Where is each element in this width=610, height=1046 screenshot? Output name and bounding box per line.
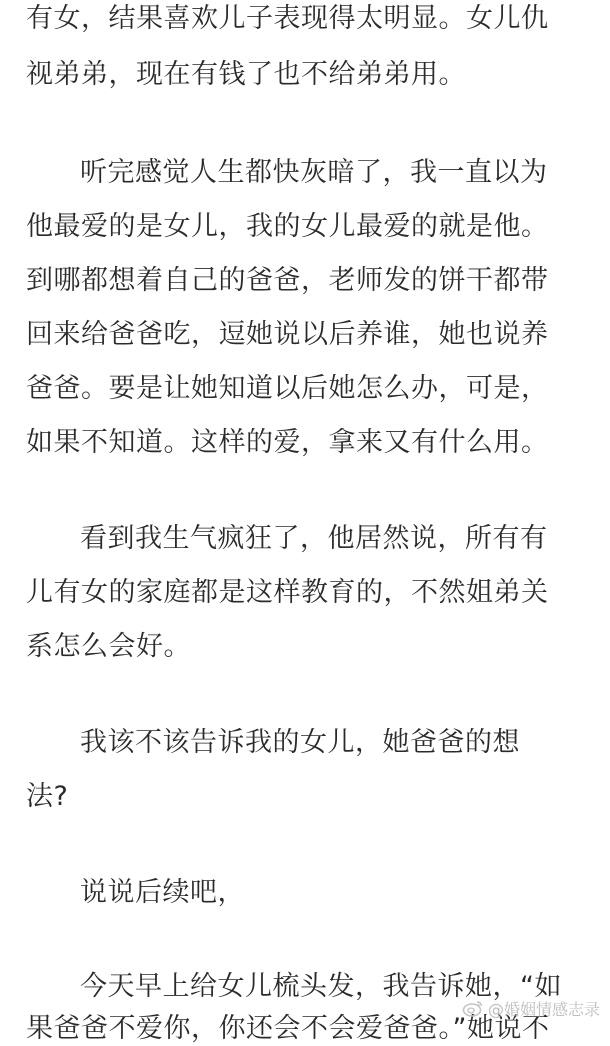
text-line: 如果不知道。这样的爱，拿来又有什么用。: [26, 427, 549, 458]
text-line: 法?: [26, 781, 69, 812]
paragraph-start-line: 今天早上给女儿梳头发，我告诉她，“如: [80, 971, 562, 1002]
text-line: 有女，结果喜欢儿子表现得太明显。女儿仇: [26, 3, 549, 34]
weibo-logo-icon: [462, 999, 484, 1017]
text-line: 爸爸。要是让她知道以后她怎么办，可是，: [26, 373, 549, 404]
text-line: 到哪都想着自己的爸爸，老师发的饼干都带: [26, 265, 549, 296]
paragraph-start-line: 看到我生气疯狂了，他居然说，所有有: [80, 523, 548, 554]
text-line: 系怎么会好。: [26, 631, 191, 662]
paragraph-start-line: 听完感觉人生都快灰暗了，我一直以为: [80, 157, 548, 188]
text-line: 儿有女的家庭都是这样教育的，不然姐弟关: [26, 577, 549, 608]
paragraph-start-line: 说说后续吧，: [80, 877, 245, 908]
text-line: 视弟弟，现在有钱了也不给弟弟用。: [26, 59, 466, 90]
watermark-text: @婚姻情感志录: [488, 999, 601, 1019]
text-line: 回来给爸爸吃，逗她说以后养谁，她也说养: [26, 319, 549, 350]
watermark: [462, 996, 600, 1020]
paragraph-start-line: 我该不该告诉我的女儿，她爸爸的想: [80, 727, 520, 758]
text-line: 果爸爸不爱你，你还会不会爱爸爸。”她说不: [26, 1013, 550, 1044]
text-line: 他最爱的是女儿，我的女儿最爱的就是他。: [26, 211, 549, 242]
